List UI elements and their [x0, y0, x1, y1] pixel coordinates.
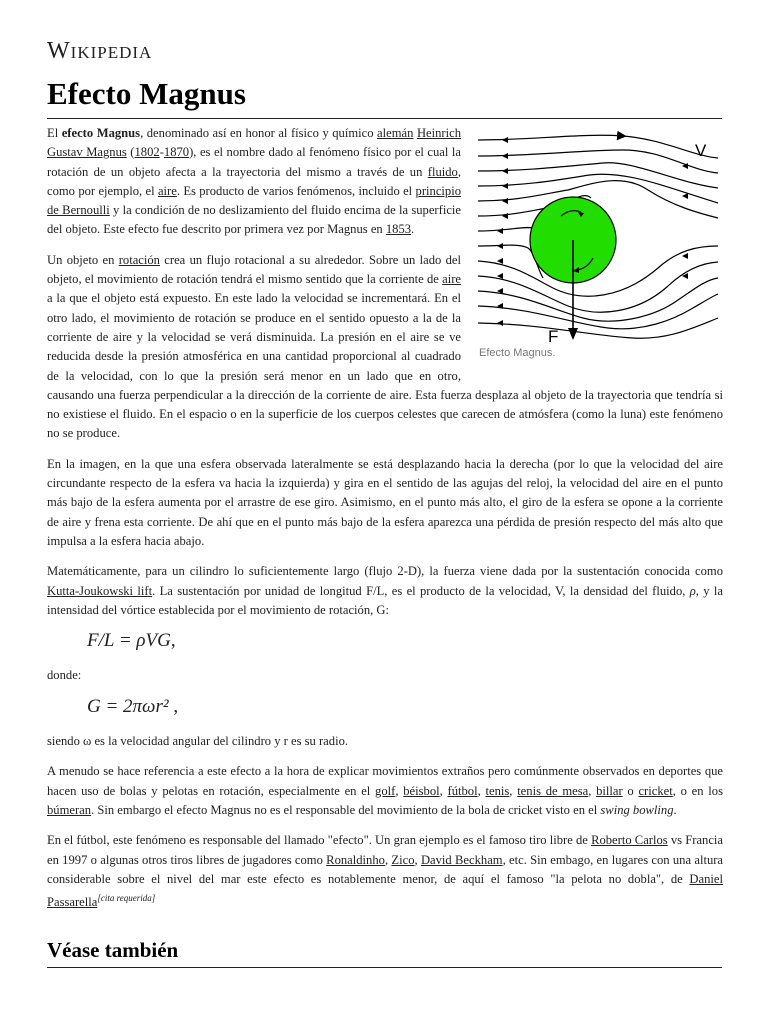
article-body — [47, 124, 723, 924]
link-futbol[interactable]: fútbol — [447, 783, 478, 798]
paragraph-intro: El efecto Magnus, denominado así en honor al físico y químico alemán Heinrich Gustav Magnus (1802-1870), es el nombre dado al fenómeno físico por el cual la rotación de un objeto afecta a la trayectoria del mismo a través de un fluido, como por ejemplo, el aire. Es producto de varios fenómenos, incluido el principio de Bernoulli y la condición de no deslizamiento del fluido encima de la superficie del objeto. Este efecto fue descrito por primera vez por Magnus en 1853. — [47, 126, 462, 237]
wikipedia-logo[interactable]: Wikipedia — [47, 38, 153, 64]
link-aire-2[interactable]: aire — [442, 272, 461, 287]
link-tenis-de-mesa[interactable]: tenis de mesa — [517, 783, 589, 798]
link-fluido[interactable]: fluido — [427, 164, 458, 179]
section-divider — [47, 967, 722, 968]
link-kutta-joukowski[interactable]: Kutta-Joukowski lift — [47, 583, 153, 598]
link-rotacion[interactable]: rotación — [118, 252, 160, 267]
link-ronaldinho[interactable]: Ronaldinho — [326, 852, 385, 867]
link-aire[interactable]: aire — [157, 183, 177, 198]
link-1853[interactable]: 1853 — [385, 222, 412, 237]
formula-circulation: G = 2πωr² , — [87, 695, 179, 717]
link-roberto-carlos[interactable]: Roberto Carlos — [591, 833, 668, 848]
link-david-beckham[interactable]: David Beckham — [420, 852, 503, 867]
paragraph-image: En la imagen, en la que una esfera observada lateralmente se está desplazando hacia la derecha (por lo que la velocidad del aire circundante respecto de la esfera va hacia la izquierda) y gira en el sentido de las agujas del reloj, la velocidad del aire en el punto más bajo de la esfera aumenta por el arrastre de ese giro. Asimismo, en el punto más alto, el giro de la esfera se opone a la corriente de aire y frena esta corriente. De ahí que en el punto más bajo de la esfera aparezca una pérdida de presión respecto del más alto que impulsa a la esfera hacia abajo. — [47, 456, 723, 548]
citation-needed[interactable]: [cita requerida] — [97, 893, 156, 904]
paragraph-rotation: Un objeto en rotación crea un flujo rotacional a su alrededor. Sobre un lado del objeto, el movimiento de rotación tendrá el mismo sentido que la corriente de aire a la que el objeto está expuesto. En este lado la velocidad se incrementará. En el otro lado, el movimiento de rotación se produce en el sentido opuesto a la de la corriente de aire y la velocidad se verá disminuida. La presión en el aire se ve reducida desde la presión atmosférica en una cantidad proporcional al cuadrado de la velocidad, con lo que la presión será menor en un lado que en otro, causando una fuerza perpendicular a la dirección de la corriente de aire. Esta fuerza desplaza al objeto de la trayectoria que tendría si no existiese el fluido. En el espacio o en la superficie de los cuerpos celestes que carecen de atmósfera (como la luna) este fenómeno no se produce. — [47, 252, 723, 441]
link-aleman[interactable]: alemán — [377, 126, 414, 140]
velocity-label: V — [695, 141, 707, 160]
bold-term: efecto Magnus — [61, 126, 141, 140]
link-golf[interactable]: golf — [375, 783, 396, 798]
link-principio-de-bernoulli[interactable]: principio de Bernoulli — [47, 183, 461, 218]
link-zico[interactable]: Zico — [391, 852, 415, 867]
link-daniel-passarella[interactable]: Daniel Passarella — [47, 871, 723, 910]
figure-caption: Efecto Magnus. — [479, 347, 556, 359]
link-1870[interactable]: 1870 — [163, 145, 190, 160]
link-1802[interactable]: 1802 — [134, 145, 160, 160]
paragraph-football: En el fútbol, este fenómeno es responsable del llamado "efecto". Un gran ejemplo es el famoso tiro libre de Roberto Carlos vs Francia en 1997 o algunas otros tiros libres de jugadores como Ronaldinho, Zico, David Beckham, etc. Sin embago, en lugares con una altura considerable sobre el nivel del mar este efecto es notablemente menor, de aquí el famoso "la pelota no dobla", de Daniel Passarella[cita requerida] — [47, 833, 724, 910]
title-divider — [47, 118, 722, 119]
formula-lift: F/L = ρVG, — [87, 630, 176, 652]
link-heinrich-gustav-magnus[interactable]: Heinrich Gustav Magnus — [47, 126, 462, 160]
page-title: Efecto Magnus — [47, 76, 246, 111]
link-bumeran[interactable]: búmeran — [47, 802, 92, 817]
link-cricket[interactable]: cricket — [638, 783, 673, 798]
link-beisbol[interactable]: béisbol — [403, 783, 440, 798]
link-billar[interactable]: billar — [596, 783, 623, 798]
paragraph-donde: donde: — [47, 668, 82, 683]
force-label: F — [548, 327, 559, 346]
paragraph-sports: A menudo se hace referencia a este efecto a la hora de explicar movimientos extraños pero comúnmente observados en deportes que hacen uso de bolas y pelotas en rotación, especialmente en el golf, béisbol, fútbol, tenis, tenis de mesa, billar o cricket, o en los búmeran. Sin embargo el efecto Magnus no es el responsable del movimiento de la bola de cricket visto en el swing bowling. — [47, 764, 723, 817]
paragraph-omega: siendo ω es la velocidad angular del cilindro y r es su radio. — [47, 734, 349, 749]
link-tenis[interactable]: tenis — [485, 783, 510, 798]
section-heading-see-also: Véase también — [47, 938, 179, 962]
magnus-diagram — [473, 128, 723, 348]
magnus-figure[interactable] — [473, 128, 723, 363]
paragraph-math: Matemáticamente, para un cilindro lo suficientemente largo (flujo 2-D), la fuerza viene dada por la sustentación conocida como Kutta-Joukowski lift. La sustentación por unidad de longitud F/L, es el producto de la velocidad, V, la densidad del fluido, ρ, y la intensidad del vórtice establecida por el movimiento de rotación, G: — [47, 564, 723, 617]
